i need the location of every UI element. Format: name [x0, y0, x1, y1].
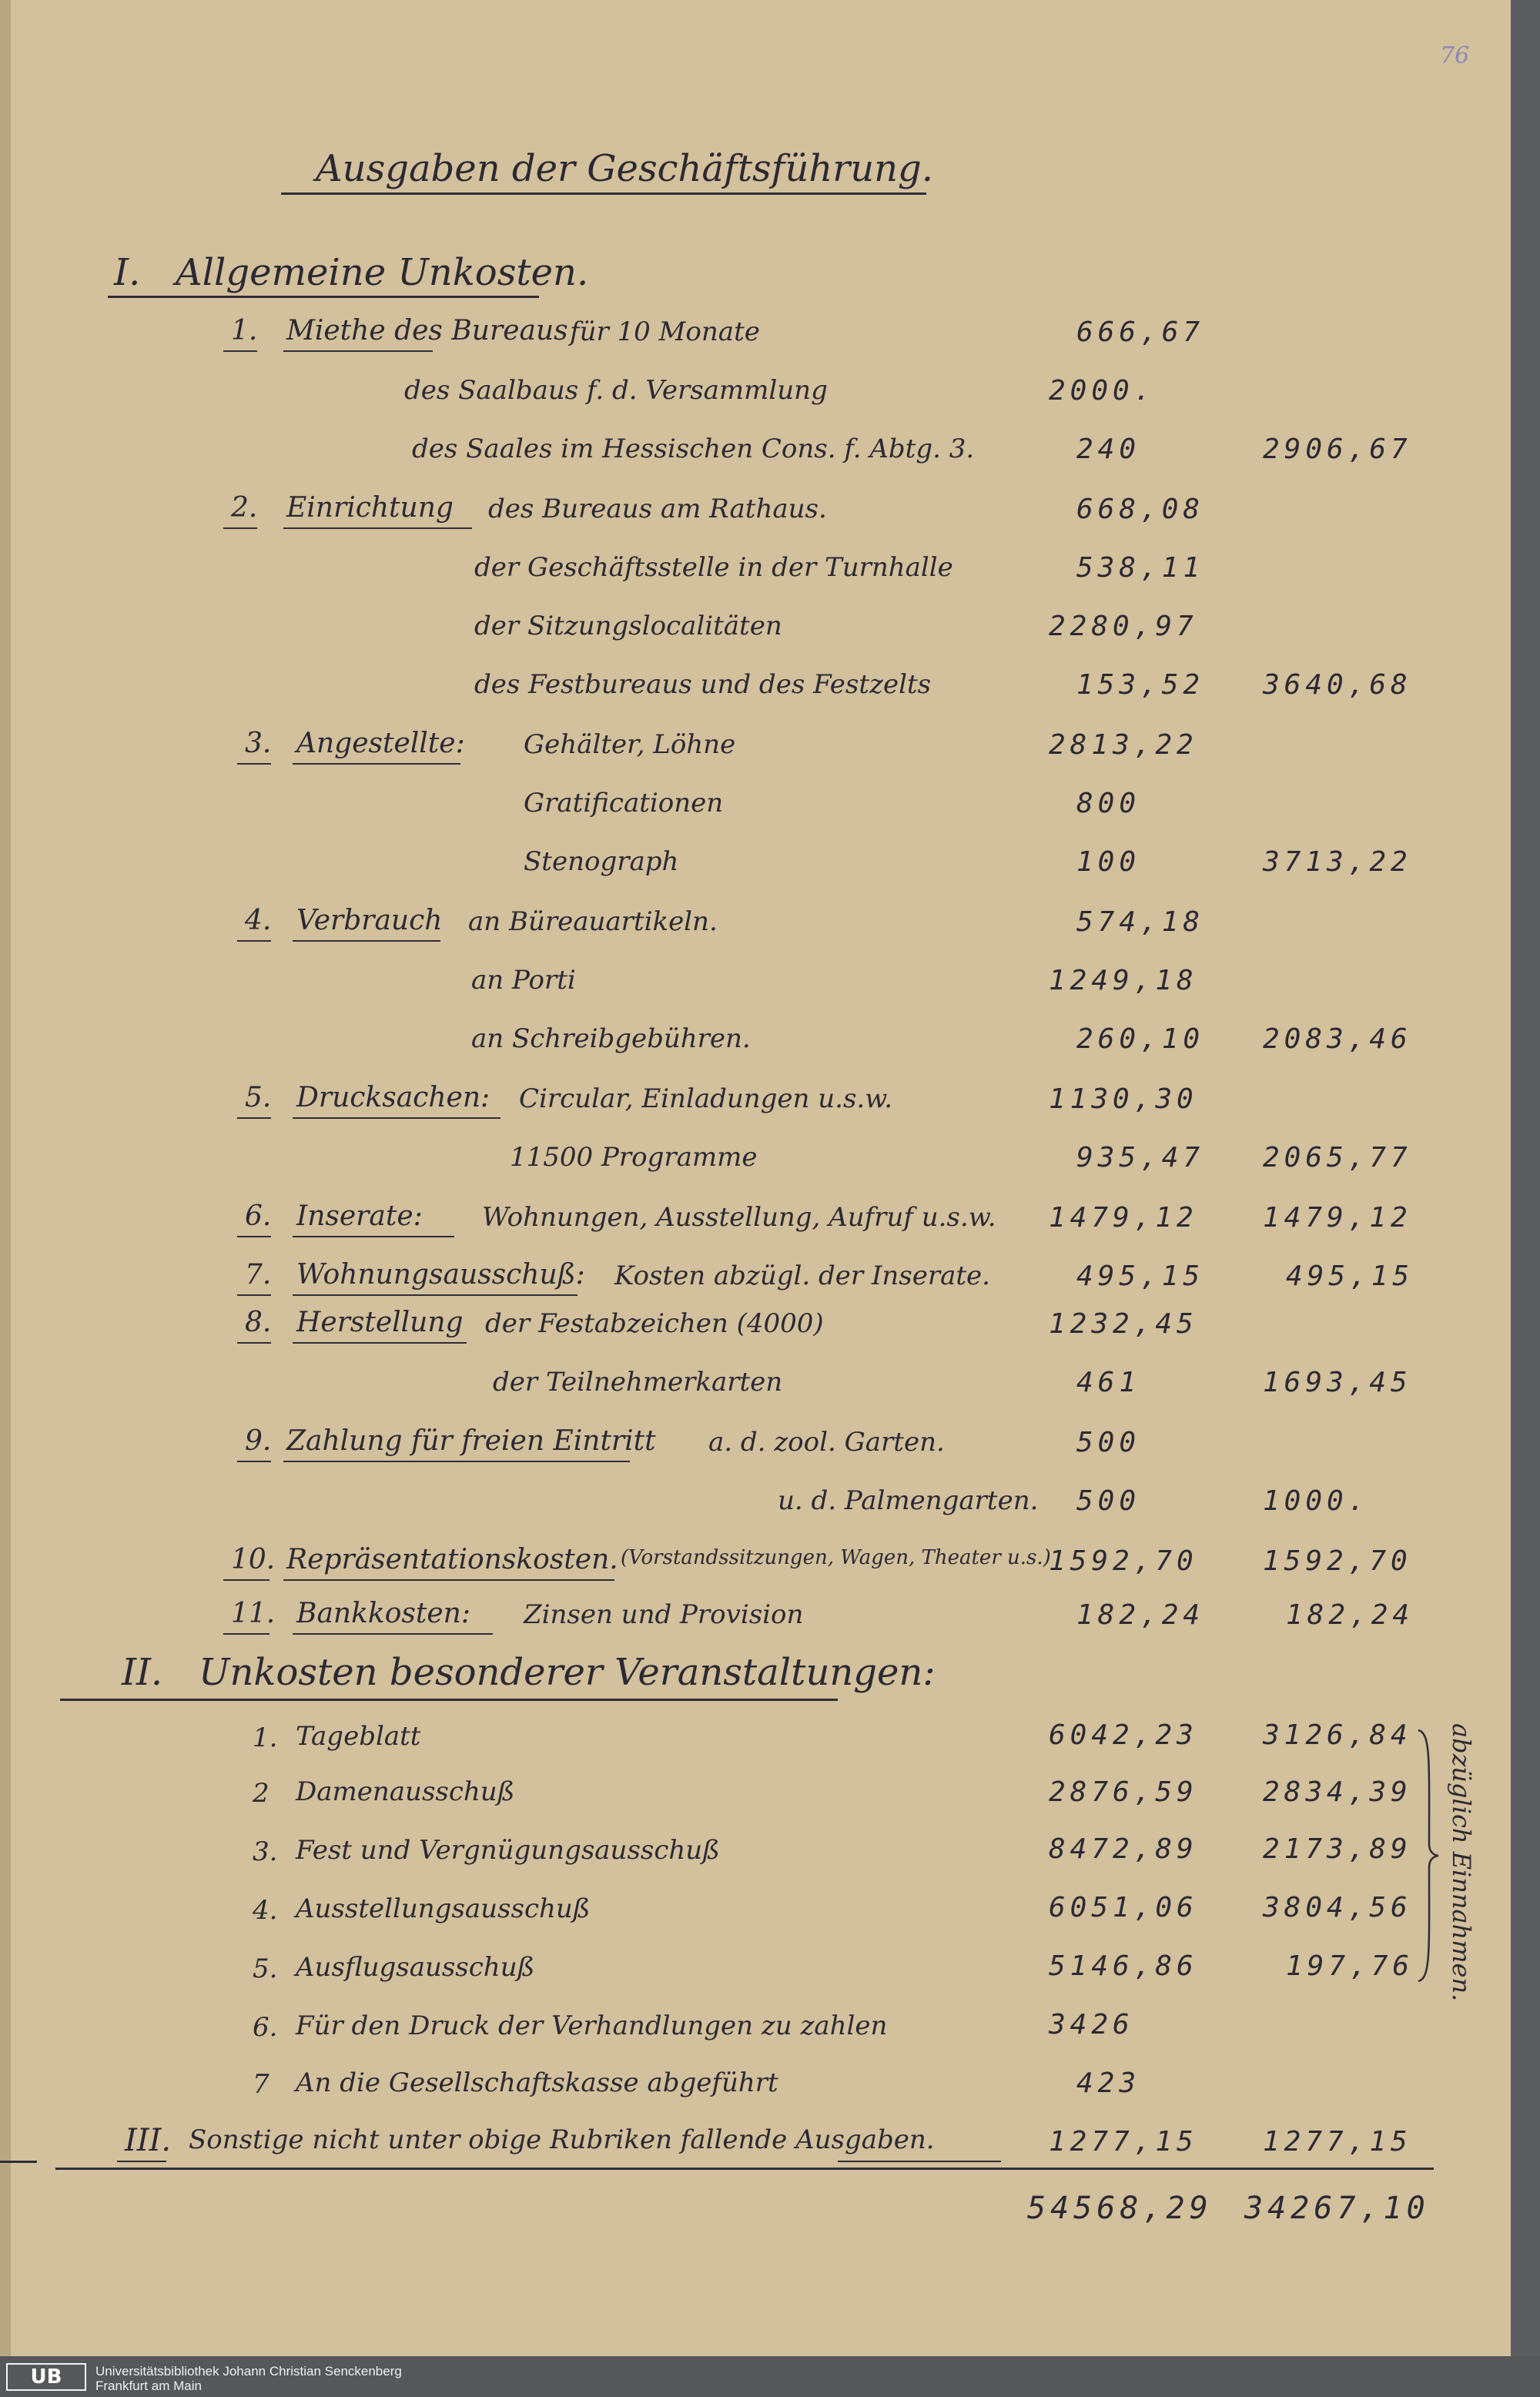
section-numeral: II. — [122, 1651, 163, 1694]
item-line-text: der Sitzungslocalitäten — [474, 611, 782, 641]
item-label: Inserate: — [296, 1200, 423, 1232]
item-amount: 935,47 — [1076, 1142, 1205, 1173]
item-amount: 2280,97 — [1049, 611, 1198, 642]
section-heading: Unkosten besonderer Veranstaltungen: — [199, 1651, 936, 1694]
total-rule — [55, 2168, 1434, 2170]
item-description: an Büreauartikeln. — [468, 906, 718, 937]
item-description: Kosten abzügl. der Inserate. — [614, 1260, 990, 1291]
brace-note: abzüglich Einnahmen. — [1447, 1723, 1476, 2002]
item-line-text: an Porti — [471, 965, 576, 996]
item-number-underline — [237, 940, 271, 942]
item-label: Bankkosten: — [296, 1598, 470, 1629]
item-label: Ausflugsausschuß — [296, 1952, 535, 1983]
item-description: der Festabzeichen (4000) — [485, 1308, 824, 1339]
section-numeral: I. — [114, 251, 141, 294]
section-heading: Allgemeine Unkosten. — [176, 251, 589, 294]
item-label-underline — [293, 1117, 500, 1119]
item-label-underline — [293, 1342, 467, 1344]
item-number: 7 — [253, 2069, 270, 2100]
item-amount: 5146,86 — [1049, 1950, 1198, 1982]
item-label-underline — [283, 1461, 630, 1462]
page-number: 76 — [1440, 42, 1470, 69]
item-number-underline — [223, 1579, 270, 1581]
item-line-text: des Saales im Hessischen Cons. f. Abtg. 3. — [412, 434, 975, 464]
item-description: für 10 Monate — [570, 316, 760, 347]
item-amount: 2876,59 — [1049, 1776, 1198, 1808]
item-label: Miethe des Bureaus — [286, 315, 568, 346]
item-label: Herstellung — [296, 1307, 464, 1338]
item-label: Für den Druck der Verhandlungen zu zahlen — [296, 2010, 888, 2041]
item-label: Fest und Vergnügungsausschuß — [296, 1835, 720, 1866]
item-number-underline — [237, 763, 271, 765]
item-label-underline — [293, 1633, 493, 1635]
grand-total-amount: 54568,29 — [1027, 2191, 1213, 2226]
item-number-underline — [223, 350, 257, 352]
item-total: 2906,67 — [1263, 434, 1412, 465]
item-description: a. d. zool. Garten. — [708, 1427, 945, 1458]
item-net: 3126,84 — [1263, 1719, 1412, 1751]
item-total: 1693,45 — [1263, 1367, 1412, 1398]
item-amount: 1232,45 — [1049, 1308, 1198, 1340]
item-amount: 6051,06 — [1049, 1892, 1198, 1923]
section-underline — [108, 296, 539, 298]
item-amount: 1130,30 — [1049, 1083, 1198, 1115]
binding-edge — [0, 0, 11, 2356]
item-total: 495,15 — [1286, 1260, 1414, 1292]
item-label-underline — [283, 350, 433, 352]
item-amount: 461 — [1076, 1367, 1141, 1398]
section-numeral: III. — [125, 2123, 172, 2158]
item-number: 10. — [231, 1544, 276, 1575]
item-line-text: des Festbureaus und des Festzelts — [474, 669, 932, 700]
item-total: 182,24 — [1286, 1599, 1414, 1631]
item-number: 11. — [231, 1598, 276, 1629]
item-amount: 2813,22 — [1049, 729, 1198, 761]
item-amount: 153,52 — [1076, 669, 1205, 701]
section-heading: Sonstige nicht unter obige Rubriken fallende Ausgaben. — [189, 2124, 935, 2155]
item-net: 197,76 — [1286, 1950, 1414, 1982]
item-label-underline — [283, 527, 472, 529]
item-amount: 666,67 — [1076, 316, 1205, 348]
item-total: 1000. — [1263, 1485, 1370, 1517]
item-number: 5. — [253, 1953, 278, 1984]
item-label-underline — [293, 1236, 454, 1237]
item-label-underline — [293, 763, 460, 765]
item-line-text: an Schreibgebühren. — [471, 1023, 751, 1054]
item-number: 3. — [245, 728, 272, 759]
item-label: Wohnungsausschuß: — [296, 1259, 585, 1291]
item-number: 4. — [245, 905, 272, 936]
section-numeral-underline — [117, 2161, 166, 2162]
margin-rule — [0, 2161, 37, 2163]
item-total: 2083,46 — [1263, 1023, 1412, 1055]
item-amount: 800 — [1076, 788, 1141, 819]
item-description: Wohnungen, Ausstellung, Aufruf u.s.w. — [482, 1202, 996, 1233]
item-number: 7. — [245, 1259, 272, 1291]
item-number: 2 — [253, 1778, 270, 1809]
item-label: Drucksachen: — [296, 1082, 490, 1113]
item-label: Damenausschuß — [296, 1776, 515, 1807]
item-label: Verbrauch — [296, 905, 443, 936]
item-label: Einrichtung — [286, 492, 454, 524]
item-number-underline — [237, 1461, 271, 1462]
page-title: Ausgaben der Geschäftsführung. — [316, 147, 934, 190]
item-amount: 182,24 — [1076, 1599, 1205, 1631]
item-number: 8. — [245, 1307, 272, 1338]
section-underline — [60, 1699, 838, 1701]
item-number: 6. — [245, 1200, 272, 1232]
item-amount: 500 — [1076, 1485, 1141, 1517]
item-number-underline — [223, 527, 257, 529]
section-amount: 1277,15 — [1049, 2126, 1198, 2158]
item-net: 2834,39 — [1263, 1776, 1412, 1808]
item-label: Repräsentationskosten. — [286, 1544, 618, 1575]
item-label: Ausstellungsausschuß — [296, 1893, 591, 1924]
item-number-underline — [237, 1342, 271, 1344]
item-number-underline — [223, 1633, 270, 1635]
library-name: Universitätsbibliothek Johann Christian Senckenberg — [95, 2364, 402, 2379]
item-label-underline — [293, 1294, 578, 1296]
item-number: 1. — [253, 1722, 278, 1753]
item-amount: 3426 — [1049, 2009, 1134, 2040]
section-heading-underline — [838, 2161, 1001, 2162]
item-number: 9. — [245, 1425, 272, 1457]
item-amount: 6042,23 — [1049, 1719, 1198, 1751]
item-line-text: des Saalbaus f. d. Versammlung — [404, 375, 828, 406]
section-total: 1277,15 — [1263, 2126, 1412, 2158]
item-number: 2. — [231, 492, 258, 524]
item-amount: 240 — [1076, 434, 1141, 465]
item-description: (Vorstandssitzungen, Wagen, Theater u.s.) — [621, 1546, 1051, 1569]
item-line-text: u. d. Palmengarten. — [778, 1485, 1039, 1516]
item-amount: 495,15 — [1076, 1260, 1205, 1292]
item-description: Circular, Einladungen u.s.w. — [519, 1083, 893, 1114]
item-line-text: 11500 Programme — [510, 1142, 758, 1173]
item-total: 3640,68 — [1263, 669, 1412, 701]
item-amount: 423 — [1076, 2067, 1141, 2099]
item-amount: 100 — [1076, 846, 1141, 878]
item-number: 4. — [253, 1895, 278, 1926]
item-number-underline — [237, 1117, 271, 1119]
item-amount: 2000. — [1049, 375, 1156, 407]
item-label: Tageblatt — [296, 1721, 421, 1752]
item-amount: 574,18 — [1076, 906, 1205, 938]
grand-total-net: 34267,10 — [1244, 2191, 1430, 2226]
item-net: 2173,89 — [1263, 1833, 1412, 1865]
item-total: 1592,70 — [1263, 1545, 1412, 1577]
item-line-text: der Teilnehmerkarten — [493, 1367, 783, 1398]
item-description: des Bureaus am Rathaus. — [488, 494, 827, 524]
item-line-text: Gratificationen — [524, 788, 724, 819]
item-amount: 538,11 — [1076, 552, 1205, 584]
item-label-underline — [293, 940, 440, 942]
library-logo: UB — [6, 2363, 86, 2391]
item-total: 2065,77 — [1263, 1142, 1412, 1173]
item-amount: 668,08 — [1076, 494, 1205, 525]
item-net: 3804,56 — [1263, 1892, 1412, 1923]
item-total: 3713,22 — [1263, 846, 1412, 878]
item-number-underline — [237, 1294, 271, 1296]
item-description: Zinsen und Provision — [524, 1599, 804, 1630]
item-amount: 1592,70 — [1049, 1545, 1198, 1577]
item-label: An die Gesellschaftskasse abgeführt — [296, 2067, 778, 2098]
library-city: Frankfurt am Main — [95, 2379, 202, 2393]
item-label: Angestellte: — [296, 728, 465, 759]
item-number: 1. — [231, 315, 258, 346]
item-number: 3. — [253, 1836, 278, 1867]
item-label-underline — [283, 1579, 614, 1581]
title-underline — [281, 192, 926, 195]
item-label: Zahlung für freien Eintritt — [286, 1425, 656, 1457]
item-amount: 1249,18 — [1049, 965, 1198, 996]
item-total: 1479,12 — [1263, 1202, 1412, 1234]
item-line-text: der Geschäftsstelle in der Turnhalle — [474, 552, 953, 583]
item-description: Gehälter, Löhne — [524, 729, 736, 760]
item-amount: 1479,12 — [1049, 1202, 1198, 1234]
item-amount: 8472,89 — [1049, 1833, 1198, 1865]
item-amount: 500 — [1076, 1427, 1141, 1458]
item-number: 5. — [245, 1082, 272, 1113]
item-line-text: Stenograph — [524, 846, 679, 877]
item-number: 6. — [253, 2012, 278, 2043]
item-amount: 260,10 — [1076, 1023, 1205, 1055]
right-brace — [1417, 1729, 1440, 1983]
item-number-underline — [237, 1236, 271, 1237]
